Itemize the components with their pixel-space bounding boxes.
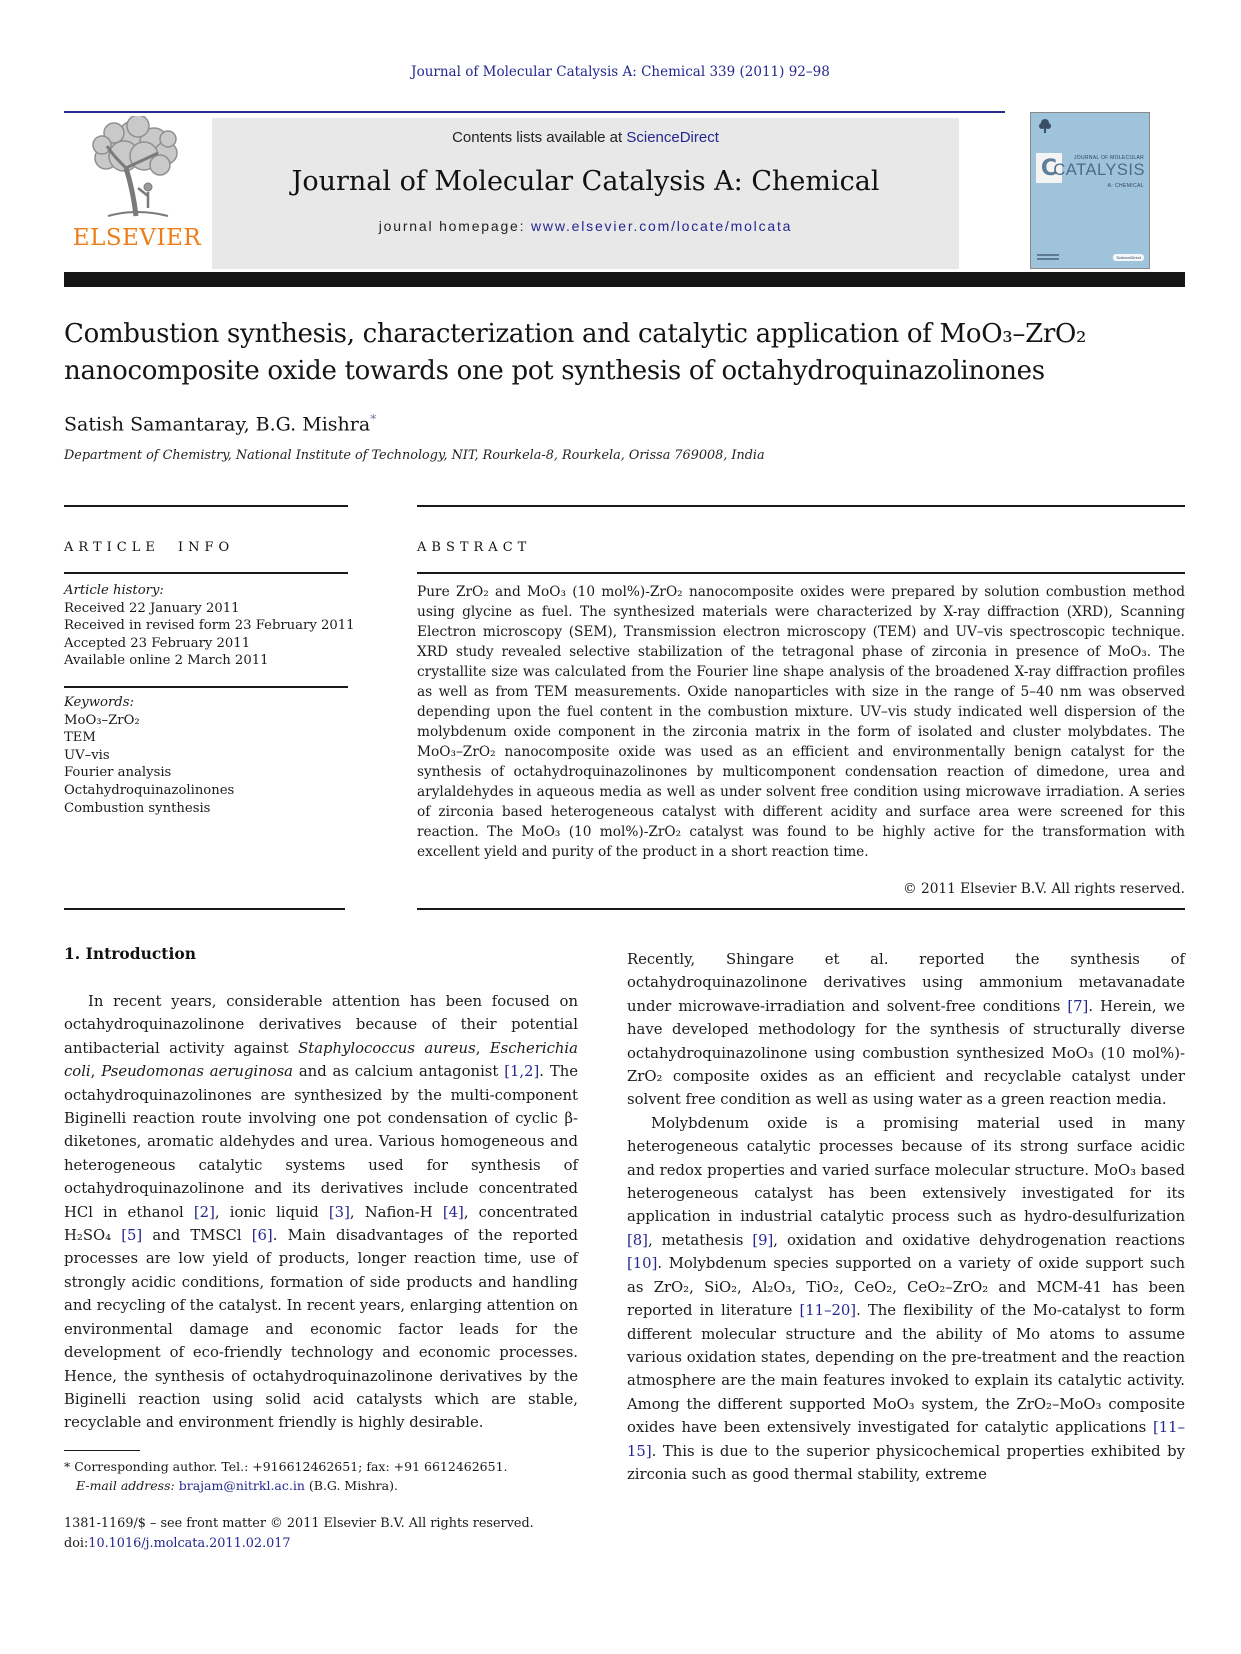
text-segment: ,	[475, 1039, 490, 1057]
issn-copyright-line: 1381-1169/$ – see front matter © 2011 Elsevier B.V. All rights reserved.	[64, 1516, 534, 1531]
journal-homepage-line	[212, 218, 959, 234]
history-available: Available online 2 March 2011	[64, 653, 269, 669]
text-segment: * Corresponding author. Tel.: +916612462651; fax: +91 6612462651.	[64, 1459, 508, 1474]
article-info-heading: ARTICLE INFO	[64, 540, 235, 555]
keyword-item: UV–vis	[64, 747, 110, 763]
inline-link[interactable]: [9]	[752, 1231, 774, 1249]
text-segment: Molybdenum oxide is a promising material used in many heterogeneous catalytic processes because of its strong surface acidic and redox properties and varied surface molecular structure. MoO₃ based heterogeneous catalyst has been extensively investigated for its application in industrial catalytic process such as hydro-desulfurization	[627, 1114, 1185, 1226]
text-segment: In recent years, considerable attention has been focused on octahydroquinazolinone derivatives because of their potential antibacterial activity against	[64, 993, 578, 1057]
keyword-item: TEM	[64, 730, 96, 746]
journal-title: Journal of Molecular Catalysis A: Chemical	[291, 166, 880, 197]
article-history-label: Article history:	[64, 583, 164, 598]
inline-link[interactable]: [11–20]	[799, 1302, 857, 1320]
inline-link[interactable]: [2]	[193, 1203, 215, 1221]
corresponding-author-mark[interactable]: *	[370, 412, 377, 426]
text-segment: journal homepage:	[378, 218, 532, 234]
text-segment: . The flexibility of the Mo-catalyst to form different molecular structure and the ability of Mo atoms to assume various oxidation states, depending on the pre-treatment and the reaction atmosphere are the main features invoked to explain its catalytic activity. Among the different supported MoO₃ system, the ZrO₂–MoO₃ composite oxides have been extensively investigated for catalytic applications	[627, 1302, 1186, 1437]
body-column-left	[64, 990, 578, 1435]
inline-link[interactable]: brajam@nitrkl.ac.in	[178, 1478, 305, 1493]
text-segment: Staphylococcus aureus	[298, 1039, 476, 1057]
author-names: Satish Samantaray, B.G. Mishra	[64, 413, 371, 436]
inline-link[interactable]: www.elsevier.com/locate/molcata	[531, 218, 793, 234]
header-divider-bar	[64, 272, 1185, 287]
cover-a-chemical: A: CHEMICAL	[1107, 183, 1144, 189]
journal-header-box	[212, 118, 959, 269]
abstract-heading: ABSTRACT	[417, 540, 532, 555]
cover-sciencedirect-badge: ScienceDirect	[1113, 254, 1144, 261]
intro-paragraph-2	[627, 948, 1185, 1112]
text-segment: , oxidation and oxidative dehydrogenation reactions	[773, 1231, 1185, 1249]
text-segment: . The octahydroquinazolinones are synthesized by the multi-component Biginelli reaction route involving one pot condensation of cyclic β-diketones, aromatic aldehydes and urea. Various homogeneous and heterogeneous catalytic systems used for synthesis of octahydroquinazolinone and its derivatives include concentrated HCl in ethanol	[64, 1063, 578, 1221]
section-heading-introduction: 1. Introduction	[64, 944, 196, 963]
inline-link[interactable]: [5]	[121, 1227, 143, 1245]
keywords-top-rule	[64, 686, 348, 688]
text-segment: ,	[90, 1063, 102, 1081]
abstract-heading-rule	[417, 572, 1185, 574]
inline-link[interactable]: [8]	[627, 1231, 648, 1249]
email-footnote	[76, 1478, 398, 1493]
keyword-item: Octahydroquinazolinones	[64, 782, 235, 798]
inline-link[interactable]: [1,2]	[504, 1063, 540, 1081]
elsevier-logo	[64, 116, 210, 270]
doi-line	[64, 1536, 291, 1551]
text-segment: Contents lists available at	[452, 129, 627, 146]
text-segment: . This is due to the superior physicochemical properties exhibited by zirconia such as good thermal stability, extreme	[627, 1442, 1185, 1483]
keyword-item: Fourier analysis	[64, 765, 172, 781]
text-segment: , metathesis	[647, 1231, 753, 1249]
history-revised: Received in revised form 23 February 2011	[64, 618, 355, 634]
text-segment: and as calcium antagonist	[293, 1063, 505, 1081]
keyword-item: Combustion synthesis	[64, 800, 211, 816]
inline-link[interactable]: [11–15]	[627, 1419, 1185, 1460]
inline-link[interactable]: [4]	[442, 1203, 464, 1221]
author-line	[64, 412, 376, 435]
inline-link[interactable]: [10]	[627, 1255, 658, 1273]
author-affiliation: Department of Chemistry, National Institute of Technology, NIT, Rourkela-8, Rourkela, Orissa 769008, India	[64, 448, 765, 463]
text-segment: . Herein, we have developed methodology for the synthesis of structurally diverse octahydroquinazolinone using combustion synthesized MoO₃ (10 mol%)-ZrO₂ composite oxides as an efficient and recyclable catalyst under solvent free condition as well as using water as a green reaction media.	[627, 997, 1185, 1109]
body-column-right	[627, 948, 1185, 1486]
cover-catalysis-title: CATALYSIS	[1053, 161, 1145, 179]
cover-fineprint-bars	[1037, 252, 1059, 260]
text-segment: (B.G. Mishra).	[304, 1478, 398, 1493]
text-segment: . Main disadvantages of the reported processes are low yield of products, longer reaction time, use of strongly acidic conditions, formation of side products and handling and recycling of the catalyst. In recent years, enlarging attention on environmental damage and economic factor leads for the development of eco-friendly technology and economic processes. Hence, the synthesis of octahydroquinazolinone derivatives by the Biginelli reaction using solid acid catalysts which are stable, recyclable and environment friendly is highly desirable.	[64, 1227, 578, 1432]
text-segment: and TMSCl	[142, 1227, 252, 1245]
inline-link[interactable]: 10.1016/j.molcata.2011.02.017	[88, 1536, 291, 1551]
article-history	[64, 582, 394, 670]
history-accepted: Accepted 23 February 2011	[64, 635, 251, 651]
abstract-copyright: © 2011 Elsevier B.V. All rights reserved.	[902, 881, 1185, 897]
page-citation: Journal of Molecular Catalysis A: Chemical 339 (2011) 92–98	[411, 64, 830, 80]
inline-link[interactable]: [7]	[1067, 997, 1089, 1015]
footnote-rule	[64, 1450, 140, 1451]
text-segment: Pseudomonas aeruginosa	[101, 1063, 294, 1081]
abstract-text: Pure ZrO₂ and MoO₃ (10 mol%)-ZrO₂ nanocomposite oxides were prepared by solution combustion method using glycine as fuel. The synthesized materials were characterized by X-ray diffraction (XRD), Scanning Electron microscopy (SEM), Transmission electron microscopy (TEM) and UV–vis spectroscopic technique. XRD study revealed selective stabilization of the tetragonal phase of zirconia in presence of MoO₃. The crystallite size was calculated from the Fourier line shape analysis of the broadened X-ray diffraction profiles as well as from TEM measurements. Oxide nanoparticles with size in the range of 5–40 nm was observed depending upon the fuel content in the combustion mixture. UV–vis study indicated well dispersion of the molybdenum oxide component in the zirconia matrix in the form of isolated and cluster molybdates. The MoO₃–ZrO₂ nanocomposite oxide was used as an efficient and environmentally benign catalyst for the synthesis of octahydroquinazolinones by multicomponent condensation reaction of dimedone, urea and arylaldehydes in aqueous media as well as under solvent free condition using microwave irradiation. A series of zirconia based heterogeneous catalyst with different acidity and surface area were screened for this reaction. The MoO₃ (10 mol%)-ZrO₂ catalyst was found to be highly active for the transformation with excellent yield and purity of the product in a short reaction time.	[417, 584, 1185, 860]
keywords-label: Keywords:	[64, 695, 134, 710]
cover-mini-tree-icon	[1039, 118, 1051, 134]
text-segment: E-mail address:	[76, 1478, 175, 1493]
text-segment: , concentrated H₂SO₄	[64, 1203, 578, 1245]
abstract-bottom-rule	[417, 908, 1185, 910]
journal-cover-thumbnail	[1030, 112, 1150, 269]
abstract-top-rule	[417, 505, 1185, 507]
article-info-top-rule	[64, 505, 348, 507]
text-segment: , Nafion-H	[349, 1203, 443, 1221]
intro-paragraph-3	[627, 1112, 1185, 1487]
text-segment: . Molybdenum species supported on a variety of oxide support such as ZrO₂, SiO₂, Al₂O₃, TiO₂, CeO₂, CeO₂–ZrO₂ and MCM-41 has been reported in literature	[627, 1255, 1185, 1320]
inline-link[interactable]: [6]	[251, 1227, 273, 1245]
article-info-heading-rule	[64, 572, 348, 574]
cover-journal-of-molecular: JOURNAL OF MOLECULAR	[1074, 155, 1144, 161]
contents-lists-line	[212, 129, 959, 146]
article-info-bottom-rule	[64, 908, 345, 910]
article-title: Combustion synthesis, characterization and catalytic application of MoO₃–ZrO₂ nanocomposite oxide towards one pot synthesis of octahydroquinazolinones	[64, 319, 1087, 386]
intro-paragraph-1	[64, 990, 578, 1435]
text-segment: , ionic liquid	[214, 1203, 329, 1221]
text-segment: doi:	[64, 1536, 89, 1551]
elsevier-tree-icon	[76, 116, 198, 222]
inline-link[interactable]: ScienceDirect	[626, 129, 719, 146]
cover-c-logo: C	[1036, 153, 1062, 183]
inline-link[interactable]: [3]	[328, 1203, 350, 1221]
keyword-item: MoO₃–ZrO₂	[64, 712, 140, 728]
keywords-list	[64, 694, 394, 817]
elsevier-wordmark: ELSEVIER	[72, 225, 202, 251]
header-top-rule	[64, 111, 1005, 113]
corresponding-author-footnote	[64, 1459, 508, 1474]
history-received: Received 22 January 2011	[64, 600, 240, 616]
text-segment: Escherichia coli	[64, 1039, 578, 1081]
text-segment: Recently, Shingare et al. reported the synthesis of octahydroquinazolinone derivatives using ammonium metavanadate under microwave-irradiation and solvent-free conditions	[627, 951, 1185, 1015]
